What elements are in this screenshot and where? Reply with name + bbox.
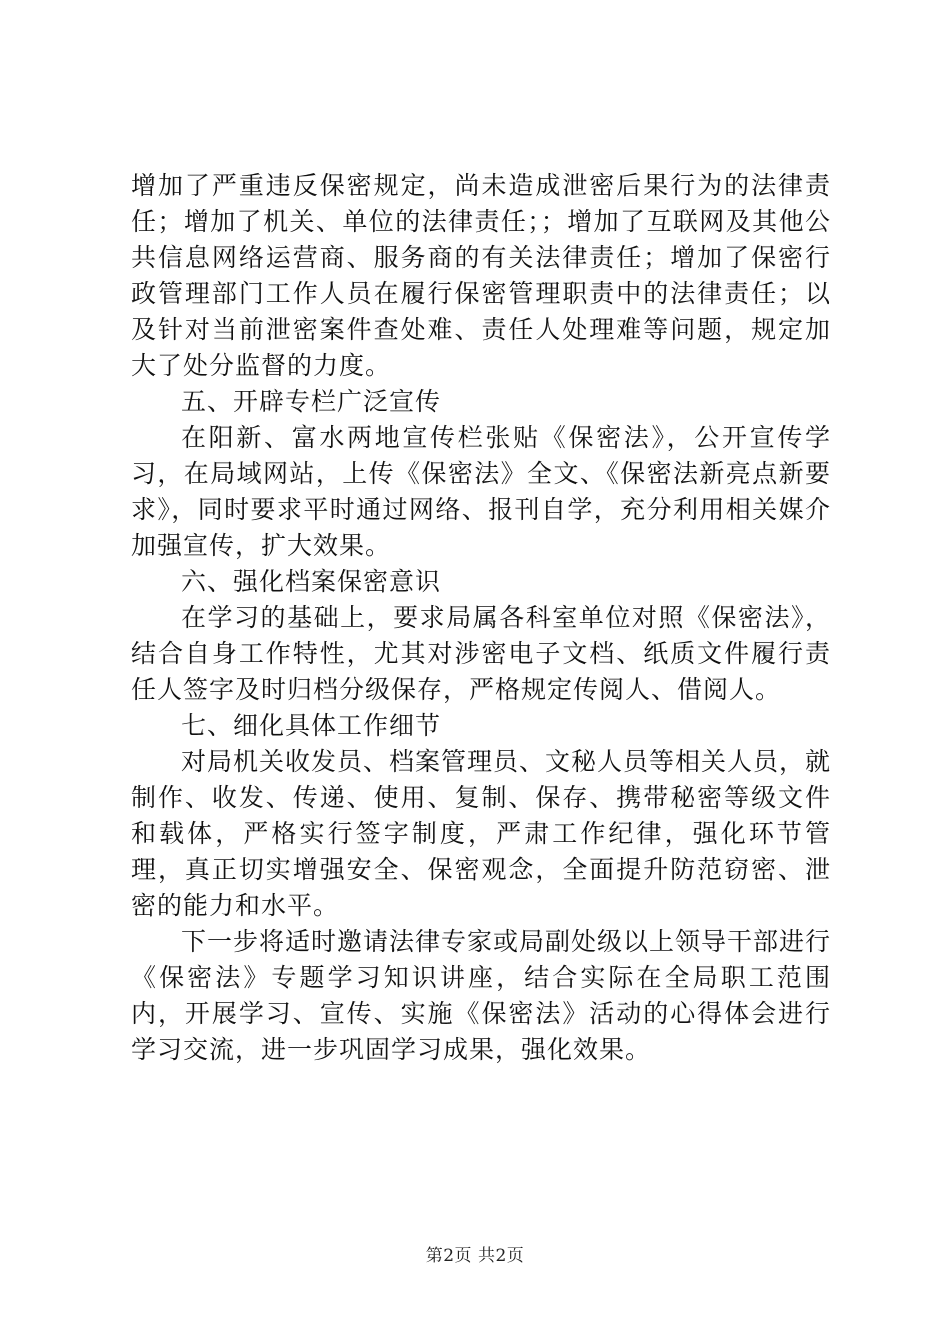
body-paragraph: 对局机关收发员、档案管理员、文秘人员等相关人员，就制作、收发、传递、使用、复制、保存、携带秘密等级文件和载体，严格实行签字制度，严肃工作纪律，强化环节管理，真正切实增强安全、保密观念，全面提升防范窃密、泄密的能力和水平。 — [131, 747, 832, 920]
document-body — [131, 168, 831, 1068]
section-heading: 五、开辟专栏广泛宣传 — [181, 387, 442, 416]
body-paragraph: 在学习的基础上，要求局属各科室单位对照《保密法》，结合自身工作特性，尤其对涉密电子文档、纸质文件履行责任人签字及时归档分级保存，严格规定传阅人、借阅人。 — [131, 603, 831, 704]
body-paragraph: 下一步将适时邀请法律专家或局副处级以上领导干部进行《保密法》专题学习知识讲座，结合实际在全局职工范围内，开展学习、宣传、实施《保密法》活动的心得体会进行学习交流，进一步巩固学习成果，强化效果。 — [131, 927, 832, 1064]
page-number-footer: 第2页 共2页 — [425, 1246, 525, 1266]
section-heading: 六、强化档案保密意识 — [181, 567, 442, 596]
section-heading: 七、细化具体工作细节 — [181, 711, 442, 740]
body-paragraph: 在阳新、富水两地宣传栏张贴《保密法》，公开宣传学习，在局域网站，上传《保密法》全文、《保密法新亮点新要求》，同时要求平时通过网络、报刊自学，充分利用相关媒介加强宣传，扩大效果。 — [131, 423, 831, 560]
body-paragraph: 增加了严重违反保密规定，尚未造成泄密后果行为的法律责任；增加了机关、单位的法律责任；；增加了互联网及其他公共信息网络运营商、服务商的有关法律责任；增加了保密行政管理部门工作人员在履行保密管理职责中的法律责任；以及针对当前泄密案件查处难、责任人处理难等问题，规定加大了处分监督的力度。 — [131, 171, 831, 380]
